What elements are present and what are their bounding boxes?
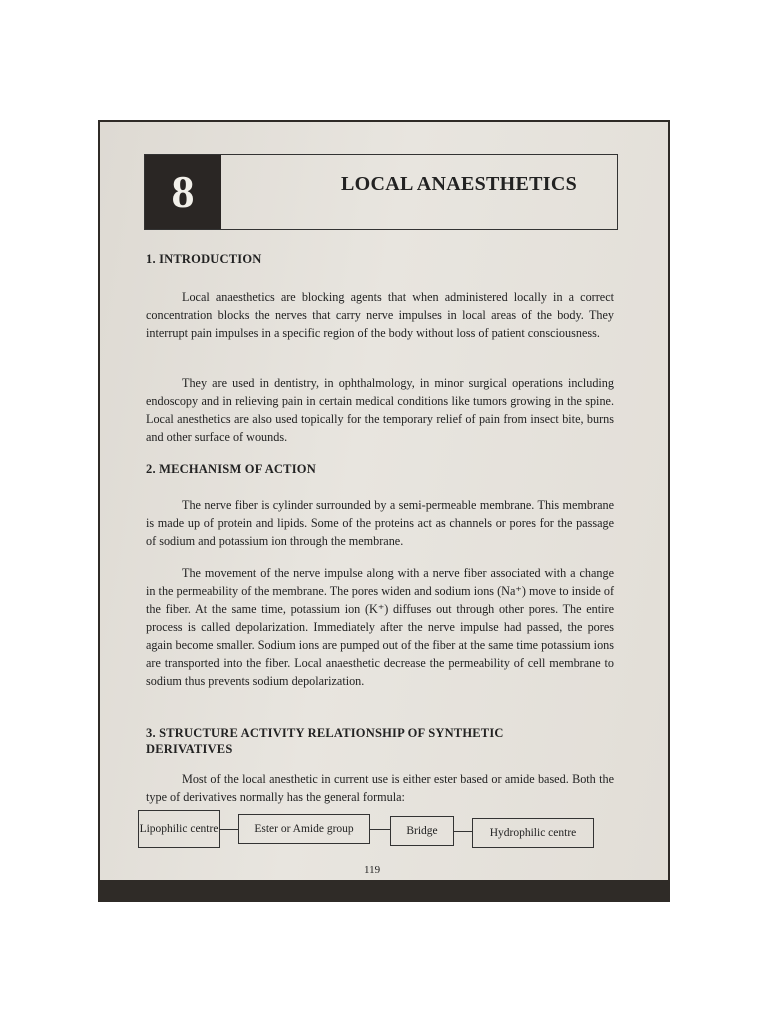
- hydrophilic-centre-box: Hydrophilic centre: [472, 818, 594, 848]
- section-heading-sar-line1: 3. STRUCTURE ACTIVITY RELATIONSHIP OF SYNTHETIC: [146, 726, 504, 740]
- bridge-box: Bridge: [390, 816, 454, 846]
- page-number: 119: [364, 864, 381, 876]
- connector-line-1: [220, 829, 238, 830]
- book-page: [100, 122, 668, 880]
- section-heading-mechanism: 2. MECHANISM OF ACTION: [146, 462, 316, 476]
- sar-paragraph-1: Most of the local anesthetic in current use is either ester based or amide based. Both the type of derivatives normally has the general formula:: [146, 772, 614, 804]
- ester-amide-group-box: Ester or Amide group: [238, 814, 370, 844]
- chapter-title: LOCAL ANAESTHETICS: [341, 173, 578, 195]
- chapter-number: 8: [145, 155, 221, 229]
- mechanism-paragraph-1: The nerve fiber is cylinder surrounded by a semi-permeable membrane. This membrane is made up of protein and lipids. Some of the proteins act as channels or pores for the passage of sodium and potassium ion through the membrane.: [146, 498, 614, 548]
- intro-paragraph-1: Local anaesthetics are blocking agents that when administered locally in a correct concentration blocks the nerves that carry nerve impulses in local areas of the body. They interrupt pain impulses in a specific region of the body without loss of patient consciousness.: [146, 290, 614, 340]
- lipophilic-centre-box: Lipophilic centre: [138, 810, 220, 848]
- mechanism-paragraph-2: The movement of the nerve impulse along with a nerve fiber associated with a change in the permeability of the membrane. The pores widen and sodium ions (Na⁺) move to inside of the fiber. At the same time, potassium ion (K⁺) diffuses out through other pores. The entire process is called depolarization. Immediately after the nerve impulse had passed, the pores again become smaller. Sodium ions are pumped out of the fiber at the same time potassium ions are transported into the fiber. Local anaesthetic decrease the permeability of cell membrane to sodium thus prevents sodium depolarization.: [146, 566, 614, 688]
- connector-line-3: [454, 831, 472, 832]
- section-heading-introduction: 1. INTRODUCTION: [146, 252, 262, 266]
- chapter-header: [144, 154, 618, 230]
- general-formula-diagram: [138, 810, 598, 854]
- connector-line-2: [370, 829, 390, 830]
- section-heading-sar-line2: DERIVATIVES: [146, 742, 233, 756]
- intro-paragraph-2: They are used in dentistry, in ophthalmology, in minor surgical operations including endoscopy and in relieving pain in certain medical conditions like tumors growing in the spine. Local anesthetics are also used topically for the temporary relief of pain from insect bite, burns and other surface of wounds.: [146, 376, 614, 444]
